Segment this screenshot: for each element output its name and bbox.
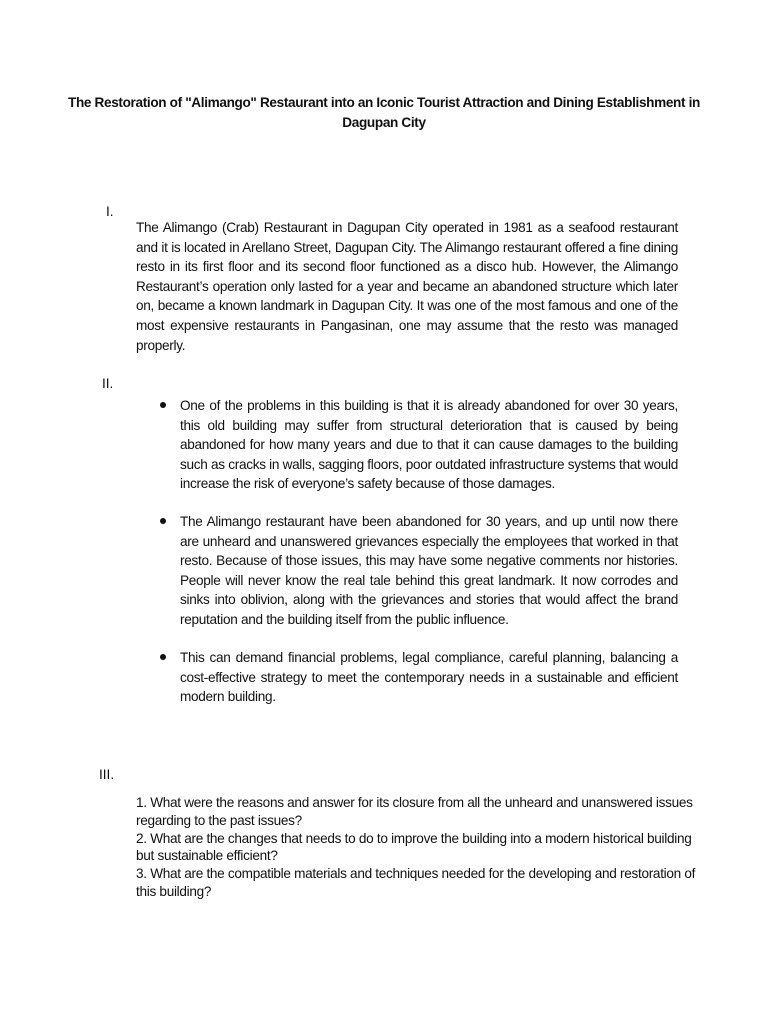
bullet-icon (160, 402, 166, 408)
bullet-icon (160, 654, 166, 660)
question-item: 1. What were the reasons and answer for its closure from all the unheard and unanswered issues regarding to the past issues? (136, 795, 693, 828)
research-questions (136, 794, 696, 901)
section-2-numeral: II. (102, 376, 114, 391)
question-item: 2. What are the changes that needs to do to improve the building into a modern historical building but sustainable efficient? (136, 830, 692, 864)
bullet-text: This can demand financial problems, legal compliance, careful planning, balancing a cost-effective strategy to meet the contemporary needs in a sustainable and efficient modern building. (180, 650, 678, 705)
bullet-text: One of the problems in this building is that it is already abandoned for over 30 years, this old building may suffer from structural deterioration that is caused by being abandoned for how many years and due to that it can cause damages to the building such as cracks in walls, sagging floors, poor outdated infrastructure systems that would increase the risk of everyone’s safety because of those damages. (180, 398, 678, 492)
bullet-text: The Alimango restaurant have been abandoned for 30 years, and up until now there are unheard and unanswered grievances especially the employees that worked in that resto. Because of those issues, this may have some negative comments nor histories. People will never know the real tale behind this great landmark. It now corrodes and sinks into oblivion, along with the grievances and stories that would affect the brand reputation and the building itself from the public influence. (180, 514, 678, 627)
document-title: The Restoration of "Alimango" Restaurant into an Iconic Tourist Attraction and Dining Establishment in Dagupan City (68, 95, 700, 130)
section-1-paragraph: The Alimango (Crab) Restaurant in Dagupan City operated in 1981 as a seafood restaurant and it is located in Arellano Street, Dagupan City. The Alimango restaurant offered a fine dining resto in its first floor and its second floor functioned as a disco hub. However, the Alimango Restaurant’s operation only lasted for a year and became an abandoned structure which later on, became a known landmark in Dagupan City. It was one of the most famous and one of the most expensive restaurants in Pangasinan, one may assume that the resto was managed properly. (136, 220, 678, 353)
question-item: 3. What are the compatible materials and techniques needed for the developing and restoration of this building? (136, 866, 696, 899)
bullet-icon (160, 518, 166, 524)
section-1-numeral: I. (106, 204, 114, 219)
section-3-numeral: III. (99, 767, 115, 782)
